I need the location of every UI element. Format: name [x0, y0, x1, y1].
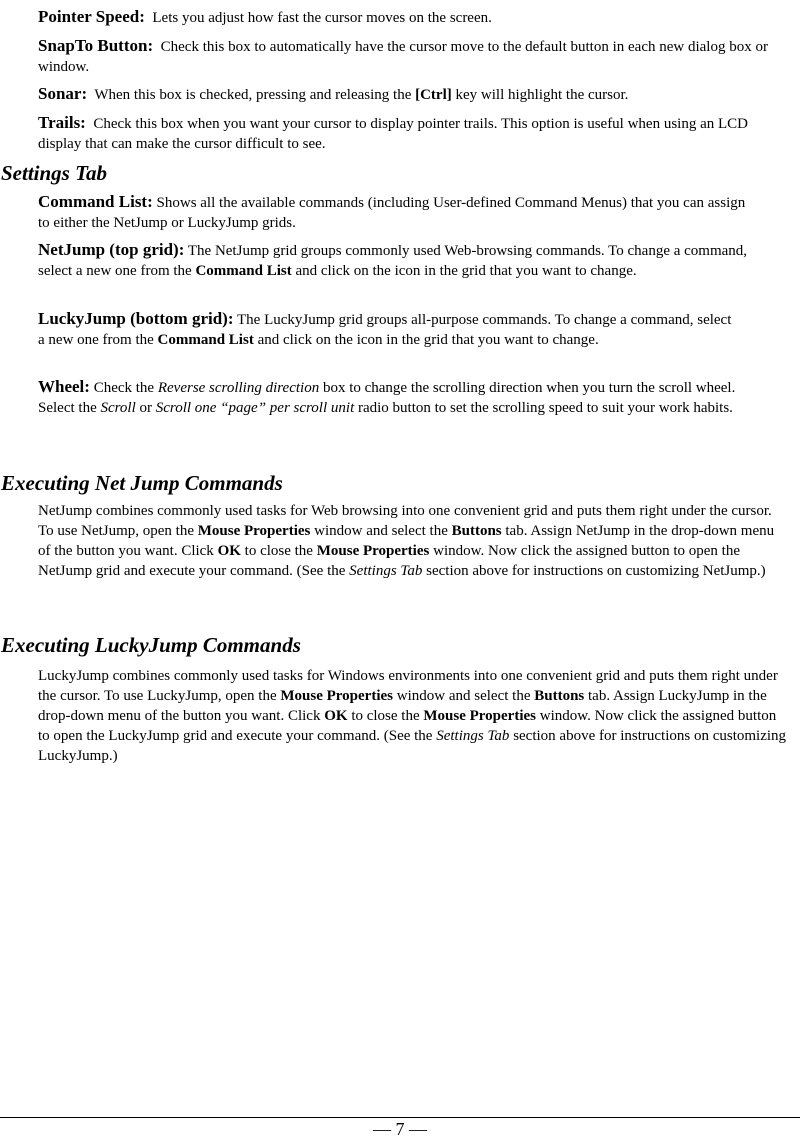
net-jump-heading: Executing Net Jump Commands: [1, 471, 283, 495]
net-jump-settings-tab-ref: Settings Tab: [349, 563, 423, 579]
wheel-term: Wheel:: [38, 377, 90, 396]
net-jump-text-2: window and select the: [314, 523, 448, 539]
command-list-text: Shows all the available commands (including User-defined Command Menus) that you can assign to either the NetJump or LuckyJump grids.: [38, 195, 746, 231]
lucky-jump-mouse-properties-2: Mouse Properties: [423, 708, 537, 724]
scroll-option: Scroll: [100, 400, 136, 416]
lucky-jump-mouse-properties-1: Mouse Properties: [280, 688, 394, 704]
sonar-text-1: When this box is checked, pressing and releasing the: [94, 87, 412, 103]
luckyjump-grid-text-2: and click on the icon in the grid that you want to change.: [257, 332, 599, 348]
trails-text: Check this box when you want your cursor to display pointer trails. This option is useful when using an LCD display that can make the cursor difficult to see.: [38, 116, 749, 152]
pointer-speed-text: Lets you adjust how fast the cursor moves on the screen.: [152, 10, 492, 26]
lucky-jump-ok: OK: [324, 708, 348, 724]
net-jump-text-6: section above for instructions on customizing NetJump.): [426, 563, 766, 579]
net-jump-paragraph: [38, 501, 800, 581]
snapto-text: Check this box to automatically have the cursor move to the default button in each new dialog box or window.: [38, 39, 768, 75]
wheel-entry: [38, 377, 780, 418]
sonar-entry: [38, 84, 800, 105]
page-number: — 7 —: [373, 1119, 427, 1139]
command-list-entry: [38, 192, 772, 233]
command-list-term: Command List:: [38, 192, 153, 211]
scroll-page-option: Scroll one “page” per scroll unit: [155, 400, 355, 416]
sonar-term: Sonar:: [38, 84, 88, 103]
net-jump-mouse-properties-1: Mouse Properties: [197, 523, 311, 539]
net-jump-text-1: NetJump combines commonly used tasks for Web browsing into one convenient grid and puts them right under the cursor. To use NetJump, open the: [38, 503, 772, 539]
netjump-grid-text-1: The NetJump grid groups commonly used Web-browsing commands. To change a command, select a new one from the: [38, 243, 748, 279]
netjump-grid-entry: [38, 240, 780, 281]
net-jump-mouse-properties-2: Mouse Properties: [316, 543, 430, 559]
snapto-term: SnapTo Button:: [38, 36, 154, 55]
lucky-jump-heading: Executing LuckyJump Commands: [1, 633, 301, 657]
wheel-text-1: Check the: [93, 380, 155, 396]
lucky-jump-settings-tab-ref: Settings Tab: [436, 728, 510, 744]
trails-entry: [38, 113, 762, 154]
luckyjump-grid-text-1: The LuckyJump grid groups all-purpose commands. To change a command, select a new one from the: [38, 312, 732, 348]
luckyjump-grid-entry: [38, 309, 750, 350]
netjump-command-list-ref: Command List: [195, 263, 292, 279]
trails-term: Trails:: [38, 113, 86, 132]
net-jump-text-4: to close the: [244, 543, 313, 559]
lucky-jump-text-2: window and select the: [396, 688, 531, 704]
net-jump-ok: OK: [217, 543, 241, 559]
lucky-jump-text-3: tab. Assign LuckyJump in the drop-down menu of the button you want. Click: [38, 688, 767, 724]
net-jump-buttons-tab: Buttons: [451, 523, 502, 539]
lucky-jump-text-5: window. Now click the assigned button to open the LuckyJump grid and execute your command. (See the: [38, 708, 777, 744]
ctrl-key: [Ctrl]: [415, 87, 452, 103]
settings-tab-heading: Settings Tab: [1, 161, 108, 185]
net-jump-text-5: window. Now click the assigned button to open the NetJump grid and execute your command. (See the: [38, 543, 741, 579]
lucky-jump-text-1: LuckyJump combines commonly used tasks for Windows environments into one convenient grid and puts them right under the cursor. To use LuckyJump, open the: [38, 668, 778, 704]
wheel-text-3: or: [139, 400, 153, 416]
wheel-text-4: radio button to set the scrolling speed to suit your work habits.: [357, 400, 733, 416]
net-jump-text-3: tab. Assign NetJump in the drop-down menu of the button you want. Click: [38, 523, 775, 559]
luckyjump-grid-term: LuckyJump (bottom grid):: [38, 309, 234, 328]
reverse-scrolling-option: Reverse scrolling direction: [157, 380, 320, 396]
wheel-text-2: box to change the scrolling direction when you turn the scroll wheel. Select the: [38, 380, 736, 416]
sonar-text-2: key will highlight the cursor.: [455, 87, 629, 103]
lucky-jump-text-6: section above for instructions on customizing LuckyJump.): [38, 728, 787, 764]
pointer-speed-term: Pointer Speed:: [38, 7, 145, 26]
snapto-entry: [38, 36, 780, 77]
pointer-speed-entry: [38, 7, 800, 28]
lucky-jump-buttons-tab: Buttons: [534, 688, 585, 704]
netjump-grid-term: NetJump (top grid):: [38, 240, 185, 259]
lucky-jump-text-4: to close the: [351, 708, 420, 724]
lucky-jump-paragraph: [38, 666, 800, 766]
luckyjump-command-list-ref: Command List: [157, 332, 254, 348]
netjump-grid-text-2: and click on the icon in the grid that you want to change.: [295, 263, 637, 279]
